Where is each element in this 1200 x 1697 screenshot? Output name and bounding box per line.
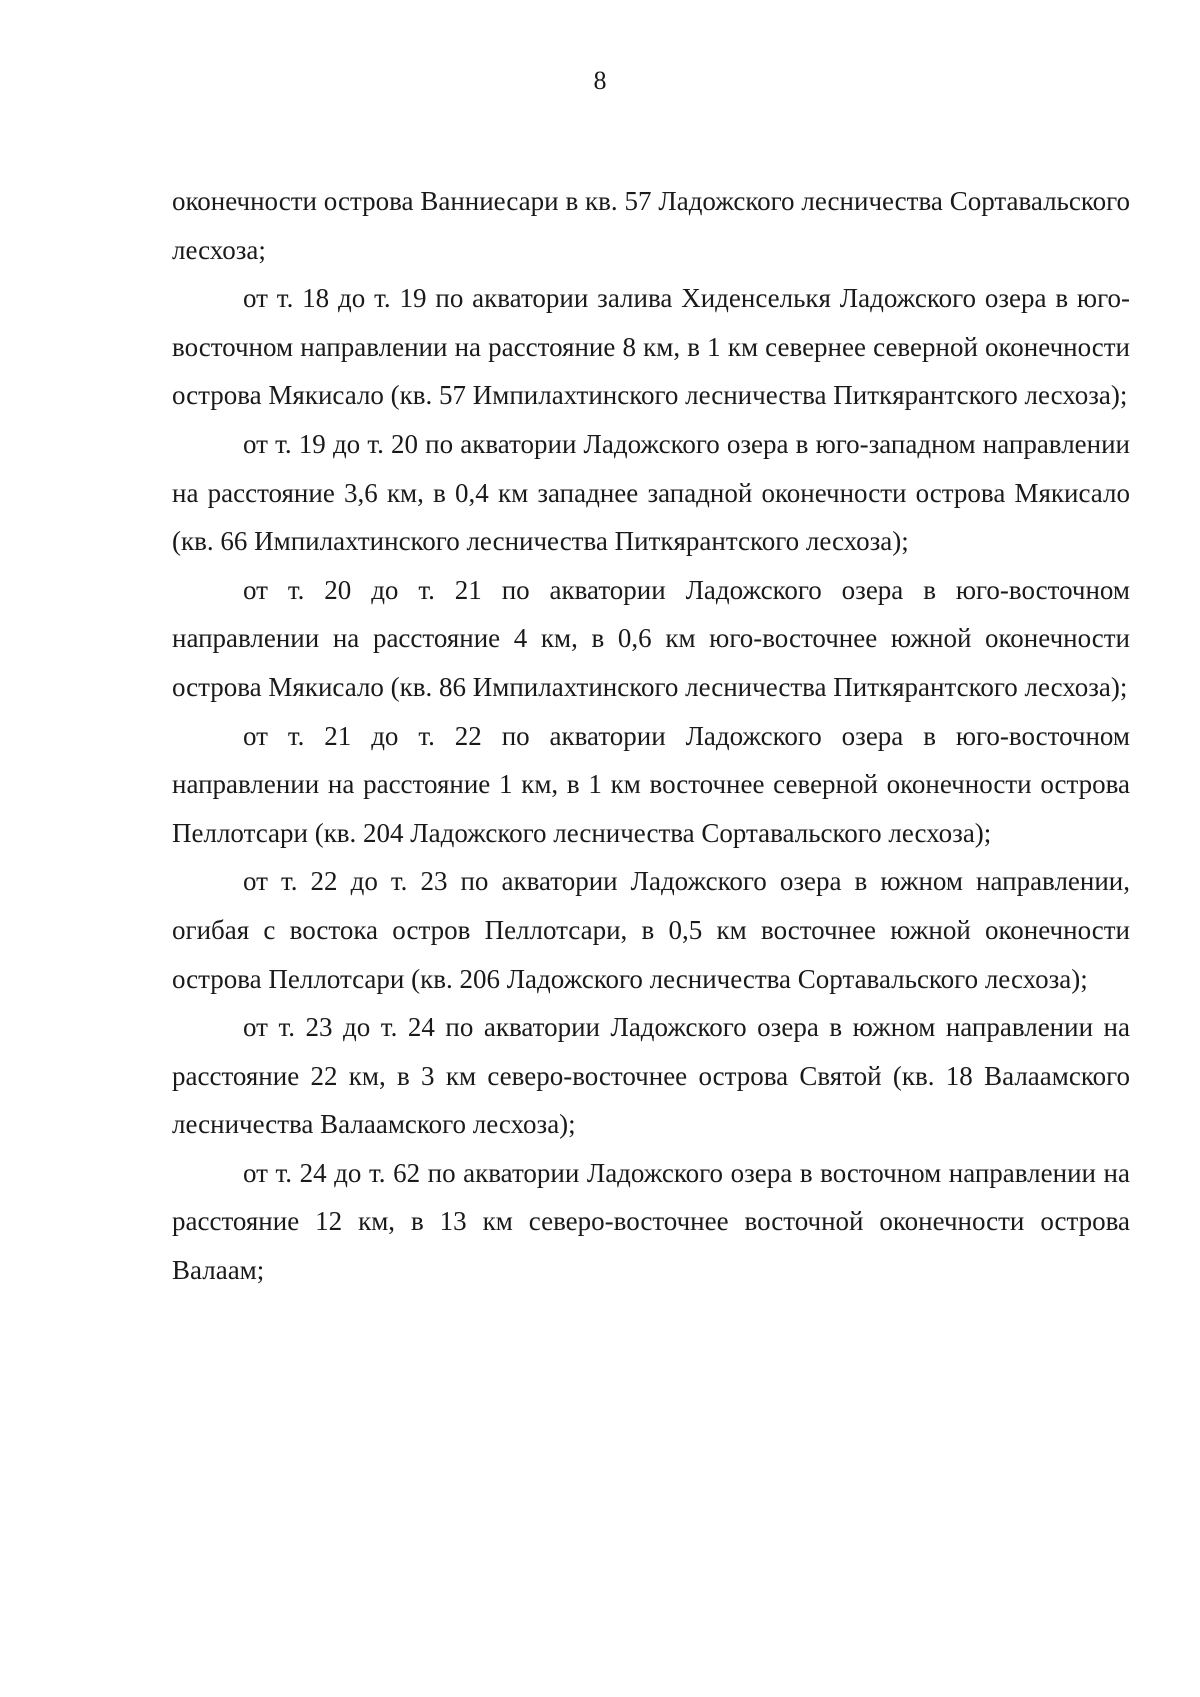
paragraph-segment-20-21: от т. 20 до т. 21 по акватории Ладожского озера в юго-восточном направлении на расстояние 4 км, в 0,6 км юго-восточнее южной оконечности острова Мякисало (кв. 86 Импилахтинского лесничества Питкярантского лесхоза);: [172, 574, 1130, 702]
paragraph-segment-19-20: от т. 19 до т. 20 по акватории Ладожского озера в юго-западном направлении на расстояние 3,6 км, в 0,4 км западнее западной оконечности острова Мякисало (кв. 66 Импилахтинского лесничества Питкярантского лесхоза);: [172, 428, 1130, 557]
paragraph-segment-18-19: от т. 18 до т. 19 по акватории залива Хиденселькя Ладожского озера в юго-восточном направлении на расстояние 8 км, в 1 км севернее северной оконечности острова Мякисало (кв. 57 Импилахтинского лесничества Питкярантского лесхоза);: [172, 283, 1130, 411]
paragraph-segment-21-22: от т. 21 до т. 22 по акватории Ладожского озера в юго-восточном направлении на расстояние 1 км, в 1 км восточнее северной оконечности острова Пеллотсари (кв. 204 Ладожского лесничества Сортавальского лесхоза);: [172, 720, 1130, 848]
paragraph-segment-23-24: от т. 23 до т. 24 по акватории Ладожского озера в южном направлении на расстояние 22 км, в 3 км северо-восточнее острова Святой (кв. 18 Валаамского лесничества Валаамского лесхоза);: [172, 1012, 1130, 1140]
paragraph-segment-22-23: от т. 22 до т. 23 по акватории Ладожского озера в южном направлении, огибая с востока остров Пеллотсари, в 0,5 км восточнее южной оконечности острова Пеллотсари (кв. 206 Ладожского лесничества Сортавальского лесхоза);: [172, 866, 1130, 994]
paragraph-continuation: оконечности острова Ванниесари в кв. 57 Ладожского лесничества Сортавальского лесхоза;: [172, 186, 1130, 265]
paragraph-segment-24-62: от т. 24 до т. 62 по акватории Ладожского озера в восточном направлении на расстояние 12 км, в 13 км северо-восточнее восточной оконечности острова Валаам;: [172, 1157, 1130, 1286]
document-body: [172, 177, 1130, 1295]
page-number: 8: [593, 66, 607, 95]
